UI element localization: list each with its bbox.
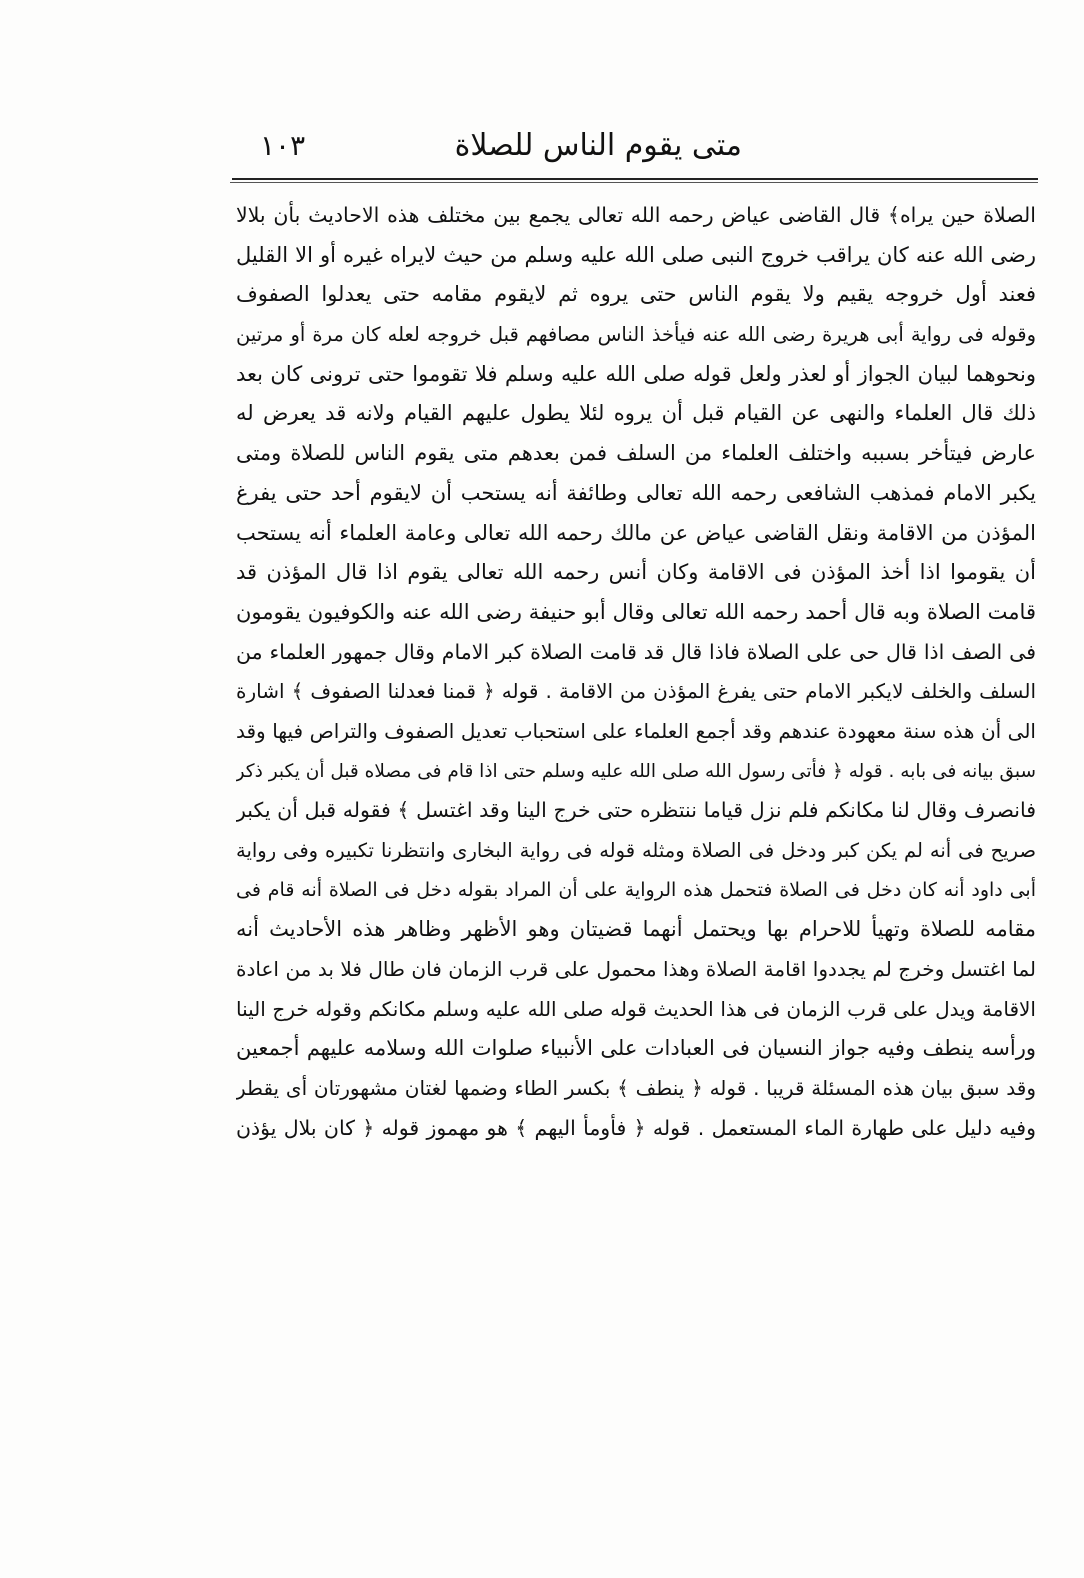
text-line: فى الصف اذا قال حى على الصلاة فاذا قال قد قامت الصلاة كبر الامام وقال جمهور العلماء من [236,639,1036,664]
text-line: ورأسه ينطف وفيه جواز النسيان فى العبادات على الأنبياء صلوات الله وسلامه عليهم أجمعين [236,1036,1036,1061]
text-line: فعند أول خروجه يقيم ولا يقوم الناس حتى يروه ثم لايقوم مقامه حتى يعدلوا الصفوف [236,282,1036,307]
text-line: فانصرف وقال لنا مكانكم فلم نزل قياما ننتظره حتى خرج الينا وقد اغتسل ﴾ فقوله قبل أن يكبر [236,798,1036,823]
text-line: وقوله فى رواية أبى هريرة رضى الله عنه فيأخذ الناس مصافهم قبل خروجه لعله كان مرة أو مرتين [236,323,1036,347]
page-header [230,128,1042,172]
text-line: يكبر الامام فمذهب الشافعى رحمه الله تعالى وطائفة أنه يستحب أن لايقوم أحد حتى يفرغ [236,480,1036,505]
text-line: مقامه للصلاة وتهيأ للاحرام بها ويحتمل أنهما قضيتان وهو الأظهر وظاهر هذه الأحاديث أنه [236,917,1036,942]
text-line: ونحوهما لبيان الجواز أو لعذر ولعل قوله صلى الله عليه وسلم فلا تقوموا حتى ترونى كان بعد [236,361,1036,386]
text-line: السلف والخلف لايكبر الامام حتى يفرغ المؤذن من الاقامة . قوله ﴿ قمنا فعدلنا الصفوف ﴾ اشارة [236,679,1036,704]
header-rule [232,178,1038,180]
body-text [236,196,1036,1149]
text-line: الاقامة ويدل على قرب الزمان فى هذا الحديث قوله صلى الله عليه وسلم مكانكم وقوله خرج الينا [236,996,1036,1021]
text-line: رضى الله عنه كان يراقب خروج النبى صلى الله عليه وسلم من حيث لايراه غيره أو الا القليل [236,242,1036,267]
text-line: سبق بيانه فى بابه . قوله ﴿ فأتى رسول الله صلى الله عليه وسلم حتى اذا قام فى مصلاه قبل أن يكبر ذكر [236,760,1036,782]
text-line: عارض فيتأخر بسببه واختلف العلماء من السلف فمن بعدهم متى يقوم الناس للصلاة ومتى [236,441,1036,466]
text-line: المؤذن من الاقامة ونقل القاضى عياض عن مالك رحمه الله تعالى وعامة العلماء أنه يستحب [236,520,1036,545]
text-line: ذلك قال العلماء والنهى عن القيام قبل أن يروه لئلا يطول عليهم القيام ولانه قد يعرض له [236,401,1036,426]
text-line: وقد سبق بيان هذه المسئلة قريبا . قوله ﴿ ينطف ﴾ بكسر الطاء وضمها لغتان مشهورتان أى يقطر [236,1076,1036,1101]
header-rule-thin [230,182,1038,183]
text-line: لما اغتسل وخرج لم يجددوا اقامة الصلاة وهذا محمول على قرب الزمان فان طال فلا بد من اعادة [236,957,1036,982]
text-line: وفيه دليل على طهارة الماء المستعمل . قوله ﴿ فأومأ اليهم ﴾ هو مهموز قوله ﴿ كان بلال يؤذن [236,1115,1036,1140]
text-line: أبى داود أنه كان دخل فى الصلاة فتحمل هذه الرواية على أن المراد بقوله دخل فى الصلاة أنه قام فى [236,878,1036,901]
running-title: متى يقوم الناس للصلاة [454,128,742,163]
text-line: الى أن هذه سنة معهودة عندهم وقد أجمع العلماء على استحباب تعديل الصفوف والتراص فيها وقد [236,718,1036,743]
page-number: ١٠٣ [260,129,306,162]
text-line: صريح فى أنه لم يكن كبر ودخل فى الصلاة ومثله قوله فى رواية البخارى وانتظرنا تكبيره وفى رواية [236,839,1036,862]
text-line: أن يقوموا اذا أخذ المؤذن فى الاقامة وكان أنس رحمه الله تعالى يقوم اذا قال المؤذن قد [236,560,1036,585]
text-line: قامت الصلاة وبه قال أحمد رحمه الله تعالى وقال أبو حنيفة رضى الله عنه والكوفيون يقومون [236,599,1036,624]
text-line: الصلاة حين يراه﴾ قال القاضى عياض رحمه الله تعالى يجمع بين مختلف هذه الاحاديث بأن بلالا [236,203,1036,227]
